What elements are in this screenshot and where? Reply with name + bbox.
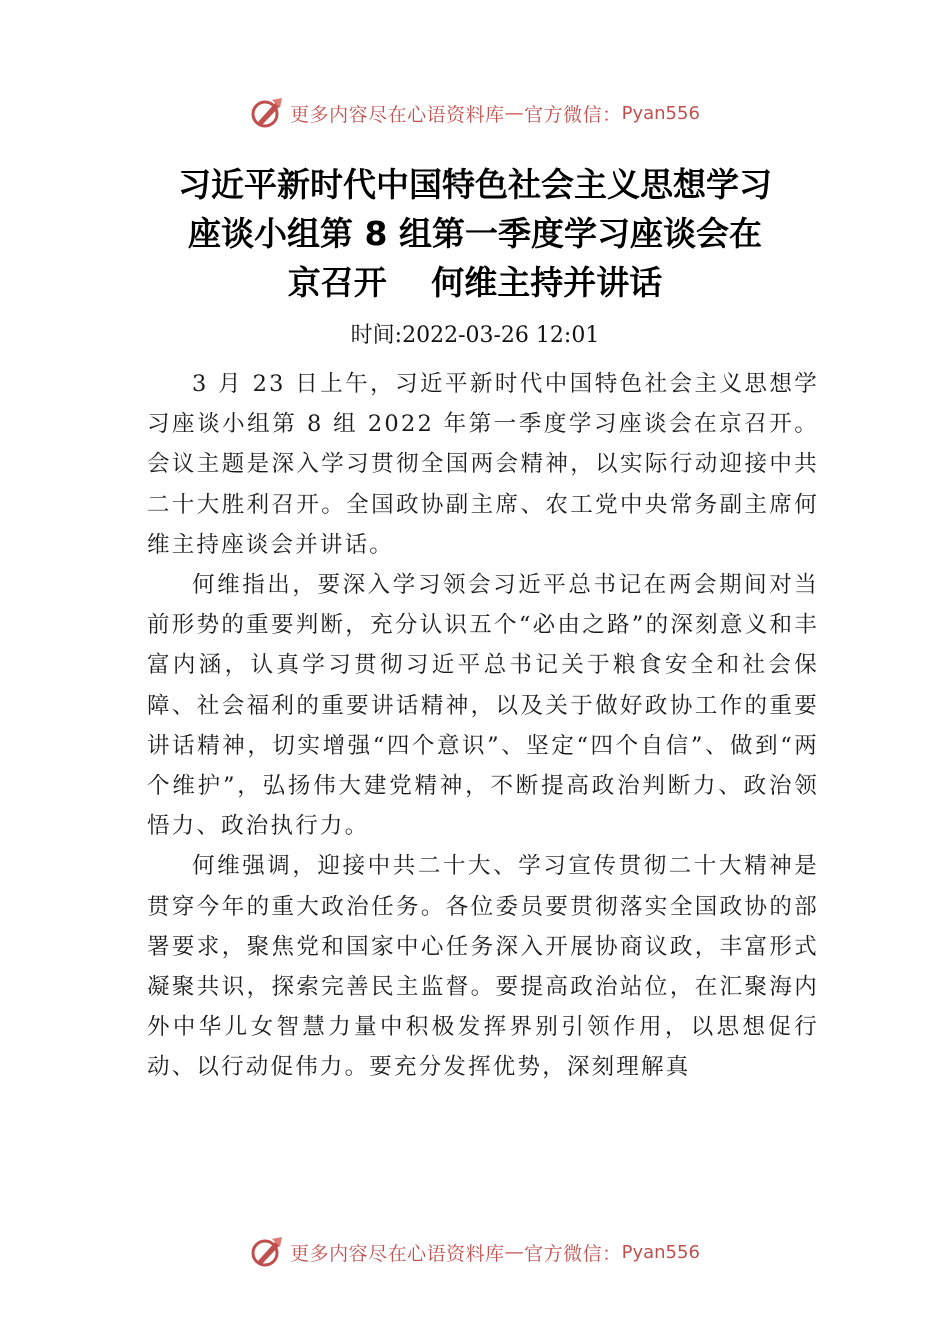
footer-separator: —	[504, 1241, 525, 1263]
footer-brand: 更多内容尽在心语资料库	[290, 1242, 505, 1265]
footer-label: 官方微信：	[524, 1242, 622, 1265]
publish-time: 时间:2022-03-26 12:01	[350, 323, 600, 348]
banner-separator: —	[504, 102, 525, 124]
title-line-3: 京召开 何维主持并讲话	[287, 263, 663, 302]
header-banner	[0, 93, 950, 133]
pen-circle-logo-icon	[250, 1235, 284, 1269]
title-line-2: 座谈小组第 8 组第一季度学习座谈会在	[188, 214, 762, 253]
banner-brand: 更多内容尽在心语资料库	[290, 103, 505, 126]
paragraph-1: 3 月 23 日上午，习近平新时代中国特色社会主义思想学习座谈小组第 8 组 2022 年第一季度学习座谈会在京召开。会议主题是深入学习贯彻全国两会精神，以实际行动迎接中共二十大胜利召开。全国政协副主席、农工党中央常务副主席何维主持座谈会并讲话。	[147, 371, 819, 558]
article-title	[145, 160, 805, 307]
banner-label: 官方微信：	[524, 103, 622, 126]
paragraph-3: 何维强调，迎接中共二十大、学习宣传贯彻二十大精神是贯穿今年的重大政治任务。各位委员要贯彻落实全国政协的部署要求，聚焦党和国家中心任务深入开展协商议政，丰富形式凝聚共识，探索完善民主监督。要提高政治站位，在汇聚海内外中华儿女智慧力量中积极发挥界别引领作用，以思想促行动、以行动促伟力。要充分发挥优势，深刻理解真	[147, 853, 819, 1081]
footer-account: Pyan556	[621, 1241, 700, 1263]
pen-circle-logo-icon	[250, 96, 284, 130]
banner-account: Pyan556	[621, 102, 700, 124]
title-line-1: 习近平新时代中国特色社会主义思想学习	[178, 165, 772, 204]
article-body	[147, 364, 819, 1088]
footer-banner	[0, 1232, 950, 1272]
paragraph-2: 何维指出，要深入学习领会习近平总书记在两会期间对当前形势的重要判断，充分认识五个“必由之路”的深刻意义和丰富内涵，认真学习贯彻习近平总书记关于粮食安全和社会保障、社会福利的重要讲话精神，以及关于做好政协工作的重要讲话精神，切实增强“四个意识”、坚定“四个自信”、做到“两个维护”，弘扬伟大建党精神，不断提高政治判断力、政治领悟力、政治执行力。	[147, 572, 819, 840]
